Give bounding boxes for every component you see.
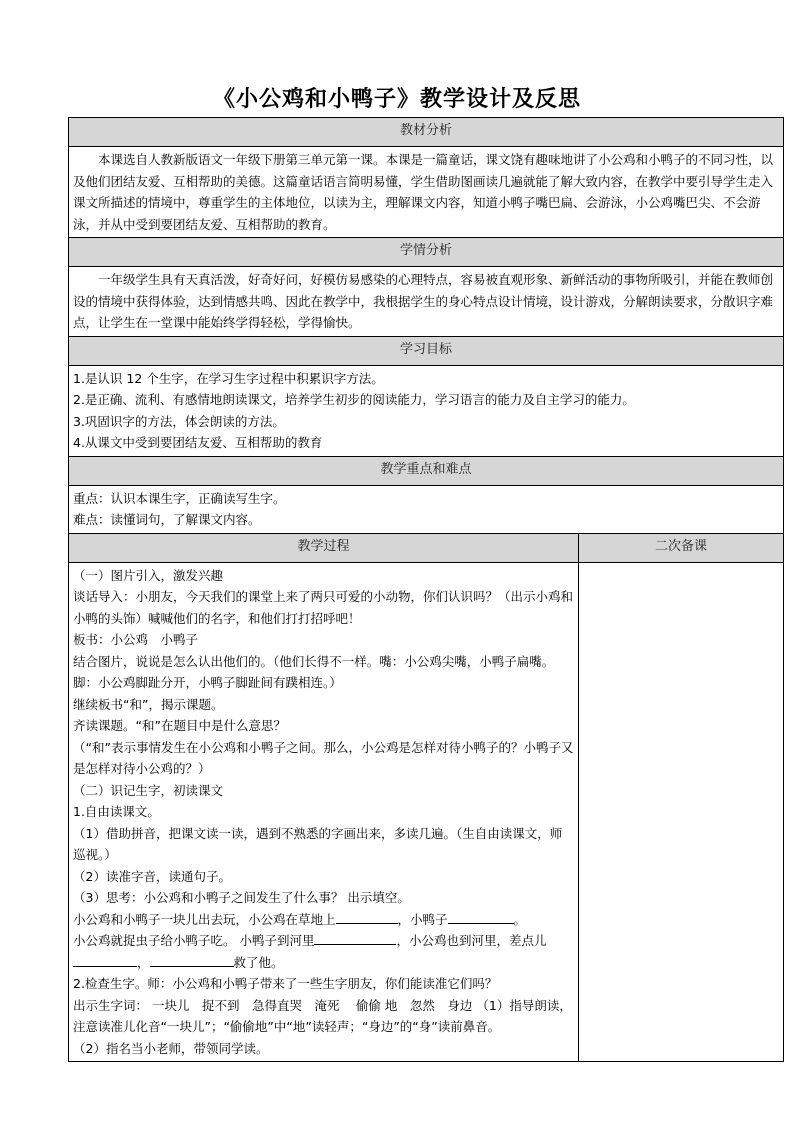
goal-item: 1.是认识 12 个生字，在学习生字过程中积累识字方法。 (73, 370, 384, 386)
section-heading-2: （二）识记生字，初读课文 (73, 782, 224, 798)
keypoints-cell (69, 485, 784, 533)
process-heading: 教学过程 (69, 533, 579, 562)
key-point: 重点：认识本课生字，正确读写生字。 (73, 490, 286, 506)
step-think: （3）思考：小公鸡和小鸭子之间发生了什么事？ 出示填空。 (73, 890, 410, 905)
fill-blank (314, 930, 396, 945)
fill-blank (150, 952, 234, 967)
little-teacher: （2）指名当小老师，带领同学读。 (73, 1040, 269, 1056)
second-prep-heading: 二次备课 (579, 533, 784, 562)
fill-blank (73, 952, 137, 967)
section-heading-1: （一）图片引入，激发兴趣 (73, 567, 224, 583)
students-text: 一年级学生具有天真活泼，好奇好问，好模仿易感染的心理特点，容易被直观形象、新鲜活动的事物所吸引，并能在教师创设的情境中获得体验，达到情感共鸣、因此在教学中，我根据学生的身心特点设计情境，设计游戏，分解朗读要求，分散识字难点，让学生在一堂课中能始终学得轻松，学得愉快。 (73, 272, 774, 330)
goal-item: 4.从课文中受到要团结友爱、互相帮助的教育 (73, 435, 323, 450)
reveal-title: 继续板书“和”，揭示课题。 (73, 696, 224, 712)
fill-in-line-1: 小公鸡和小鸭子一块儿出去玩，小公鸡在草地上 ，小鸭子 。 (73, 909, 574, 931)
process-cell (69, 562, 579, 1062)
goals-heading: 学习目标 (69, 336, 784, 365)
check-characters: 2.检查生字。师：小公鸡和小鸭子带来了一些生字朋友，你们能读准它们吗？ (73, 976, 498, 991)
picture-discussion: 结合图片，说说是怎么认出他们的。（他们长得不一样。嘴：小公鸡尖嘴，小鸭子扁嘴。脚：小公鸡脚趾分开，小鸭子脚趾间有蹼相连。） (73, 653, 555, 690)
material-text: 本课选自人教新版语文一年级下册第三单元第一课。本课是一篇童话，课文饶有趣味地讲了小公鸡和小鸭子的不同习性，以及他们团结友爱、互相帮助的美德。这篇童话语言简明易懂，学生借助图画读几遍就能了解大致内容，在教学中要引导学生走入课文所描述的情境中，尊重学生的主体地位，以读为主，理解课文内容，知道小鸭子嘴巴扁、会游泳，小公鸡嘴巴尖、不会游泳，并从中受到要团结友爱、互相帮助的教育。 (73, 152, 774, 232)
students-heading: 学情分析 (69, 238, 784, 267)
keypoints-heading: 教学重点和难点 (69, 456, 784, 485)
fill-in-line-2: 小公鸡就捉虫子给小鸭子吃。 小鸭子到河里 ，小公鸡也到河里，差点儿， 救了他。 (73, 930, 574, 973)
goal-item: 3.巩固识字的方法，体会朗读的方法。 (73, 413, 285, 429)
fill-blank (336, 909, 398, 924)
goal-item: 2.是正确、流利、有感情地朗读课文，培养学生初步的阅读能力，学习语言的能力及自主学习的能力。 (73, 392, 635, 407)
difficult-point: 难点：读懂词句，了解课文内容。 (73, 512, 261, 527)
title-meaning: （“和”表示事情发生在小公鸡和小鸭子之间。那么，小公鸡是怎样对待小鸭子的？小鸭子又是怎样对待小公鸡的？） (73, 739, 574, 776)
board-writing: 板书：小公鸡 小鸭子 (73, 632, 199, 647)
material-cell (69, 147, 784, 238)
show-words: 出示生字词： 一块儿 捉不到 急得直哭 淹死 偷偷 地 忽然 身边 （1）指导朗读，注意读准儿化音“一块儿”；“偷偷地”中“地”读轻声；“身边”的“身”读前鼻音。 (73, 997, 572, 1034)
step-pronounce: （2）读准字音，读通句子。 (73, 868, 231, 884)
lesson-plan-table (68, 117, 784, 1062)
students-cell (69, 267, 784, 337)
intro-talk: 谈话导入：小朋友，今天我们的课堂上来了两只可爱的小动物，你们认识吗？（出示小鸡和小鸭的头饰）喊喊他们的名字，和他们打打招呼吧！ (73, 589, 574, 626)
page-title: 《小公鸡和小鸭子》教学设计及反思 (212, 87, 581, 112)
fill-blank (448, 909, 514, 924)
read-title: 齐读课题。“和”在题目中是什么意思？ (73, 718, 286, 733)
second-prep-cell (579, 562, 784, 1062)
material-heading: 教材分析 (69, 118, 784, 147)
step-pinyin: （1）借助拼音，把课文读一读，遇到不熟悉的字画出来，多读几遍。（生自由读课文，师巡视。） (73, 825, 563, 862)
free-reading: 1.自由读课文。 (73, 804, 160, 819)
goals-cell (69, 365, 784, 456)
